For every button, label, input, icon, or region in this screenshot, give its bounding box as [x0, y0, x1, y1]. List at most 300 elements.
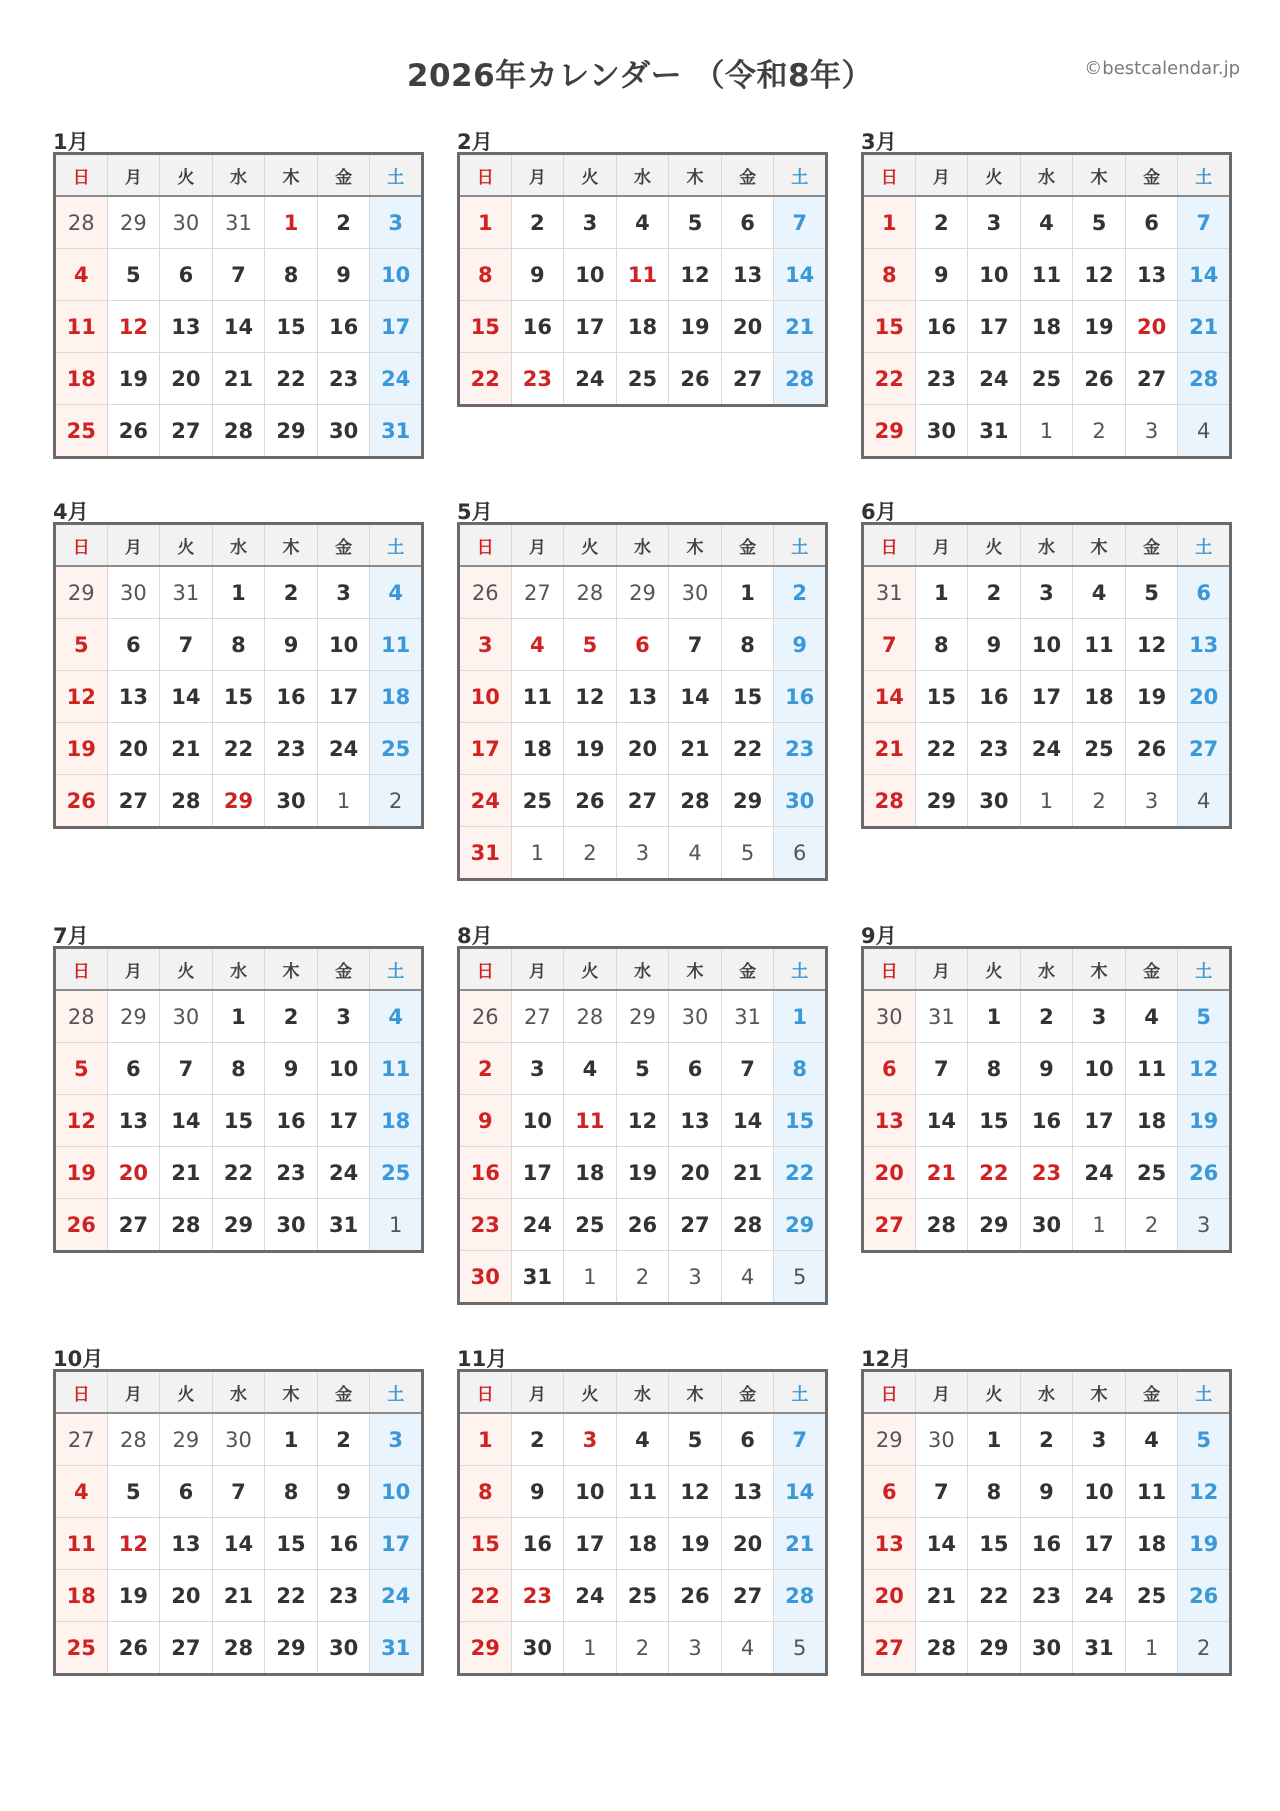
week-row	[55, 1095, 423, 1147]
day-cell: 29	[863, 1413, 916, 1466]
day-cell: 3	[1125, 775, 1178, 828]
day-cell: 31	[459, 827, 512, 880]
day-cell: 22	[459, 1570, 512, 1622]
day-cell: 16	[511, 301, 564, 353]
day-cell: 12	[669, 1466, 722, 1518]
day-cell: 25	[1125, 1570, 1178, 1622]
week-row	[55, 566, 423, 619]
day-cell: 4	[721, 1622, 774, 1675]
day-cell: 10	[370, 249, 423, 301]
day-cell: 15	[968, 1518, 1021, 1570]
day-cell: 17	[968, 301, 1021, 353]
weekday-header: 日	[863, 524, 916, 567]
day-cell: 26	[55, 1199, 108, 1252]
week-row	[459, 723, 827, 775]
day-cell: 30	[669, 566, 722, 619]
day-cell: 1	[721, 566, 774, 619]
weekday-header-row	[863, 524, 1231, 567]
day-cell: 30	[212, 1413, 265, 1466]
day-cell: 26	[1073, 353, 1126, 405]
day-cell: 19	[107, 353, 160, 405]
weekday-header: 日	[459, 1371, 512, 1414]
day-cell: 24	[564, 353, 617, 406]
day-cell: 10	[1020, 619, 1073, 671]
day-cell: 11	[564, 1095, 617, 1147]
day-cell: 29	[212, 1199, 265, 1252]
day-cell: 10	[317, 619, 370, 671]
weekday-header: 木	[1073, 1371, 1126, 1414]
day-cell: 24	[370, 1570, 423, 1622]
day-cell: 13	[863, 1518, 916, 1570]
day-cell: 8	[265, 1466, 318, 1518]
day-cell: 6	[863, 1043, 916, 1095]
day-cell: 8	[968, 1466, 1021, 1518]
week-row	[863, 1147, 1231, 1199]
day-cell: 8	[774, 1043, 827, 1095]
day-cell: 28	[160, 1199, 213, 1252]
day-cell: 11	[511, 671, 564, 723]
day-cell: 31	[370, 405, 423, 458]
day-cell: 10	[317, 1043, 370, 1095]
day-cell: 16	[511, 1518, 564, 1570]
day-cell: 27	[863, 1622, 916, 1675]
day-cell: 25	[564, 1199, 617, 1251]
day-cell: 28	[669, 775, 722, 827]
day-cell: 26	[1125, 723, 1178, 775]
day-cell: 6	[721, 196, 774, 249]
day-cell: 13	[616, 671, 669, 723]
day-cell: 6	[1178, 566, 1231, 619]
day-cell: 4	[370, 566, 423, 619]
day-cell: 27	[669, 1199, 722, 1251]
day-cell: 29	[459, 1622, 512, 1675]
day-cell: 25	[511, 775, 564, 827]
day-cell: 28	[55, 196, 108, 249]
weekday-header: 金	[317, 524, 370, 567]
day-cell: 11	[55, 301, 108, 353]
day-cell: 3	[1125, 405, 1178, 458]
day-cell: 6	[616, 619, 669, 671]
day-cell: 3	[317, 566, 370, 619]
day-cell: 6	[107, 619, 160, 671]
day-cell: 13	[160, 1518, 213, 1570]
week-row	[459, 249, 827, 301]
day-cell: 31	[317, 1199, 370, 1252]
day-cell: 7	[669, 619, 722, 671]
day-cell: 30	[915, 405, 968, 458]
day-cell: 17	[370, 301, 423, 353]
day-cell: 13	[669, 1095, 722, 1147]
weekday-header: 水	[212, 1371, 265, 1414]
day-cell: 15	[212, 1095, 265, 1147]
weekday-header: 土	[774, 948, 827, 991]
weekday-header: 火	[160, 154, 213, 197]
day-cell: 4	[616, 196, 669, 249]
day-cell: 15	[968, 1095, 1021, 1147]
day-cell: 25	[370, 1147, 423, 1199]
day-cell: 4	[370, 990, 423, 1043]
week-row	[55, 775, 423, 828]
weekday-header: 日	[863, 154, 916, 197]
week-row	[459, 827, 827, 880]
day-cell: 26	[55, 775, 108, 828]
day-cell: 23	[265, 723, 318, 775]
week-row	[55, 1518, 423, 1570]
day-cell: 2	[317, 196, 370, 249]
day-cell: 17	[564, 1518, 617, 1570]
month-label: 5月	[457, 500, 493, 524]
day-cell: 11	[616, 1466, 669, 1518]
weekday-header: 水	[1020, 1371, 1073, 1414]
day-cell: 25	[616, 1570, 669, 1622]
day-cell: 2	[459, 1043, 512, 1095]
day-cell: 30	[1020, 1622, 1073, 1675]
day-cell: 22	[212, 1147, 265, 1199]
day-cell: 2	[968, 566, 1021, 619]
day-cell: 2	[774, 566, 827, 619]
weekday-header: 木	[265, 948, 318, 991]
day-cell: 30	[265, 1199, 318, 1252]
week-row	[459, 775, 827, 827]
week-row	[459, 1095, 827, 1147]
day-cell: 15	[459, 1518, 512, 1570]
day-cell: 31	[160, 566, 213, 619]
day-cell: 30	[160, 196, 213, 249]
day-cell: 6	[107, 1043, 160, 1095]
day-cell: 11	[616, 249, 669, 301]
week-row	[863, 1570, 1231, 1622]
day-cell: 25	[370, 723, 423, 775]
weekday-header: 月	[107, 948, 160, 991]
week-row	[55, 990, 423, 1043]
day-cell: 10	[564, 249, 617, 301]
week-row	[863, 1043, 1231, 1095]
day-cell: 31	[511, 1251, 564, 1304]
day-cell: 30	[459, 1251, 512, 1304]
week-row	[55, 249, 423, 301]
day-cell: 11	[370, 1043, 423, 1095]
day-cell: 5	[55, 619, 108, 671]
day-cell: 5	[1125, 566, 1178, 619]
day-cell: 10	[968, 249, 1021, 301]
weekday-header: 木	[1073, 154, 1126, 197]
day-cell: 22	[265, 353, 318, 405]
day-cell: 4	[1178, 775, 1231, 828]
day-cell: 14	[212, 1518, 265, 1570]
day-cell: 1	[212, 566, 265, 619]
day-cell: 1	[1125, 1622, 1178, 1675]
day-cell: 3	[1073, 1413, 1126, 1466]
day-cell: 29	[265, 405, 318, 458]
day-cell: 18	[616, 1518, 669, 1570]
day-cell: 28	[915, 1622, 968, 1675]
week-row	[459, 1466, 827, 1518]
day-cell: 5	[564, 619, 617, 671]
day-cell: 13	[863, 1095, 916, 1147]
day-cell: 28	[212, 1622, 265, 1675]
day-cell: 20	[669, 1147, 722, 1199]
day-cell: 3	[669, 1251, 722, 1304]
day-cell: 16	[1020, 1095, 1073, 1147]
weekday-header: 木	[265, 524, 318, 567]
day-cell: 5	[107, 249, 160, 301]
day-cell: 8	[265, 249, 318, 301]
month-table	[53, 522, 424, 829]
day-cell: 2	[1073, 775, 1126, 828]
week-row	[863, 196, 1231, 249]
day-cell: 27	[511, 990, 564, 1043]
day-cell: 15	[212, 671, 265, 723]
day-cell: 8	[212, 1043, 265, 1095]
day-cell: 3	[370, 1413, 423, 1466]
day-cell: 11	[1073, 619, 1126, 671]
day-cell: 5	[1178, 990, 1231, 1043]
day-cell: 7	[774, 1413, 827, 1466]
day-cell: 29	[915, 775, 968, 828]
day-cell: 24	[968, 353, 1021, 405]
day-cell: 7	[160, 1043, 213, 1095]
day-cell: 1	[317, 775, 370, 828]
day-cell: 22	[212, 723, 265, 775]
day-cell: 15	[774, 1095, 827, 1147]
day-cell: 23	[774, 723, 827, 775]
day-cell: 24	[370, 353, 423, 405]
day-cell: 24	[1020, 723, 1073, 775]
day-cell: 19	[1178, 1518, 1231, 1570]
day-cell: 8	[459, 249, 512, 301]
day-cell: 29	[616, 566, 669, 619]
day-cell: 24	[459, 775, 512, 827]
day-cell: 7	[721, 1043, 774, 1095]
day-cell: 14	[212, 301, 265, 353]
day-cell: 14	[915, 1095, 968, 1147]
day-cell: 7	[863, 619, 916, 671]
day-cell: 5	[616, 1043, 669, 1095]
week-row	[459, 1570, 827, 1622]
week-row	[55, 619, 423, 671]
day-cell: 27	[1178, 723, 1231, 775]
day-cell: 21	[1178, 301, 1231, 353]
day-cell: 18	[370, 1095, 423, 1147]
day-cell: 17	[317, 1095, 370, 1147]
day-cell: 31	[370, 1622, 423, 1675]
day-cell: 8	[863, 249, 916, 301]
day-cell: 26	[669, 1570, 722, 1622]
day-cell: 24	[564, 1570, 617, 1622]
day-cell: 6	[1125, 196, 1178, 249]
day-cell: 2	[511, 1413, 564, 1466]
day-cell: 28	[55, 990, 108, 1043]
weekday-header: 土	[1178, 524, 1231, 567]
day-cell: 26	[459, 990, 512, 1043]
day-cell: 16	[774, 671, 827, 723]
day-cell: 18	[1125, 1095, 1178, 1147]
day-cell: 16	[317, 301, 370, 353]
day-cell: 30	[511, 1622, 564, 1675]
day-cell: 16	[968, 671, 1021, 723]
day-cell: 23	[511, 1570, 564, 1622]
day-cell: 19	[669, 301, 722, 353]
day-cell: 25	[1073, 723, 1126, 775]
day-cell: 9	[317, 1466, 370, 1518]
day-cell: 23	[317, 353, 370, 405]
day-cell: 19	[616, 1147, 669, 1199]
day-cell: 24	[317, 723, 370, 775]
day-cell: 28	[1178, 353, 1231, 405]
day-cell: 2	[317, 1413, 370, 1466]
day-cell: 21	[915, 1147, 968, 1199]
day-cell: 20	[160, 1570, 213, 1622]
weekday-header: 木	[1073, 524, 1126, 567]
day-cell: 30	[968, 775, 1021, 828]
day-cell: 22	[459, 353, 512, 406]
day-cell: 18	[1125, 1518, 1178, 1570]
day-cell: 1	[265, 196, 318, 249]
day-cell: 24	[1073, 1147, 1126, 1199]
day-cell: 24	[1073, 1570, 1126, 1622]
day-cell: 18	[1073, 671, 1126, 723]
day-cell: 22	[774, 1147, 827, 1199]
day-cell: 12	[616, 1095, 669, 1147]
day-cell: 14	[863, 671, 916, 723]
site-credit: ©bestcalendar.jp	[1084, 58, 1240, 79]
weekday-header-row	[863, 154, 1231, 197]
day-cell: 25	[55, 405, 108, 458]
day-cell: 20	[160, 353, 213, 405]
day-cell: 30	[317, 1622, 370, 1675]
day-cell: 30	[774, 775, 827, 827]
month-table	[457, 522, 828, 881]
weekday-header: 木	[669, 524, 722, 567]
day-cell: 4	[1125, 1413, 1178, 1466]
day-cell: 18	[370, 671, 423, 723]
day-cell: 30	[265, 775, 318, 828]
week-row	[459, 990, 827, 1043]
day-cell: 31	[1073, 1622, 1126, 1675]
day-cell: 3	[459, 619, 512, 671]
day-cell: 8	[968, 1043, 1021, 1095]
day-cell: 1	[459, 1413, 512, 1466]
day-cell: 12	[1178, 1043, 1231, 1095]
week-row	[459, 353, 827, 406]
day-cell: 3	[317, 990, 370, 1043]
day-cell: 5	[774, 1251, 827, 1304]
day-cell: 26	[459, 566, 512, 619]
weekday-header: 日	[459, 154, 512, 197]
weekday-header: 金	[721, 524, 774, 567]
day-cell: 2	[265, 566, 318, 619]
weekday-header: 土	[370, 154, 423, 197]
day-cell: 16	[915, 301, 968, 353]
day-cell: 28	[564, 566, 617, 619]
day-cell: 5	[669, 196, 722, 249]
day-cell: 15	[915, 671, 968, 723]
day-cell: 29	[721, 775, 774, 827]
week-row	[55, 1199, 423, 1252]
week-row	[459, 1147, 827, 1199]
weekday-header: 木	[669, 1371, 722, 1414]
day-cell: 2	[370, 775, 423, 828]
month-table	[861, 946, 1232, 1253]
day-cell: 31	[863, 566, 916, 619]
day-cell: 16	[265, 1095, 318, 1147]
day-cell: 4	[669, 827, 722, 880]
day-cell: 13	[107, 671, 160, 723]
day-cell: 23	[459, 1199, 512, 1251]
day-cell: 29	[160, 1413, 213, 1466]
day-cell: 15	[265, 1518, 318, 1570]
day-cell: 28	[774, 353, 827, 406]
day-cell: 28	[564, 990, 617, 1043]
weekday-header: 木	[669, 948, 722, 991]
day-cell: 30	[1020, 1199, 1073, 1252]
day-cell: 1	[511, 827, 564, 880]
day-cell: 26	[1178, 1147, 1231, 1199]
weekday-header: 金	[317, 948, 370, 991]
day-cell: 21	[669, 723, 722, 775]
weekday-header: 火	[968, 524, 1021, 567]
day-cell: 14	[160, 671, 213, 723]
week-row	[459, 1251, 827, 1304]
day-cell: 20	[721, 301, 774, 353]
day-cell: 27	[616, 775, 669, 827]
day-cell: 19	[107, 1570, 160, 1622]
weekday-header: 月	[107, 524, 160, 567]
weekday-header: 金	[1125, 154, 1178, 197]
weekday-header: 金	[1125, 1371, 1178, 1414]
day-cell: 1	[1020, 775, 1073, 828]
week-row	[863, 353, 1231, 405]
weekday-header: 水	[1020, 524, 1073, 567]
day-cell: 1	[863, 196, 916, 249]
day-cell: 19	[1073, 301, 1126, 353]
weekday-header: 月	[107, 154, 160, 197]
day-cell: 12	[107, 301, 160, 353]
weekday-header: 火	[564, 524, 617, 567]
day-cell: 2	[1178, 1622, 1231, 1675]
week-row	[55, 1147, 423, 1199]
day-cell: 17	[370, 1518, 423, 1570]
weekday-header-row	[55, 154, 423, 197]
day-cell: 18	[616, 301, 669, 353]
day-cell: 29	[863, 405, 916, 458]
day-cell: 20	[107, 723, 160, 775]
day-cell: 2	[1125, 1199, 1178, 1252]
day-cell: 9	[317, 249, 370, 301]
day-cell: 22	[265, 1570, 318, 1622]
week-row	[863, 990, 1231, 1043]
week-row	[863, 723, 1231, 775]
weekday-header: 火	[968, 948, 1021, 991]
day-cell: 13	[107, 1095, 160, 1147]
weekday-header: 木	[265, 154, 318, 197]
day-cell: 15	[265, 301, 318, 353]
day-cell: 7	[915, 1043, 968, 1095]
day-cell: 1	[370, 1199, 423, 1252]
weekday-header-row	[459, 948, 827, 991]
day-cell: 13	[721, 1466, 774, 1518]
day-cell: 1	[1020, 405, 1073, 458]
day-cell: 14	[774, 249, 827, 301]
month-label: 9月	[861, 924, 897, 948]
day-cell: 2	[265, 990, 318, 1043]
day-cell: 27	[107, 1199, 160, 1252]
day-cell: 27	[1125, 353, 1178, 405]
day-cell: 3	[564, 196, 617, 249]
week-row	[459, 1413, 827, 1466]
day-cell: 20	[1178, 671, 1231, 723]
day-cell: 10	[1073, 1466, 1126, 1518]
